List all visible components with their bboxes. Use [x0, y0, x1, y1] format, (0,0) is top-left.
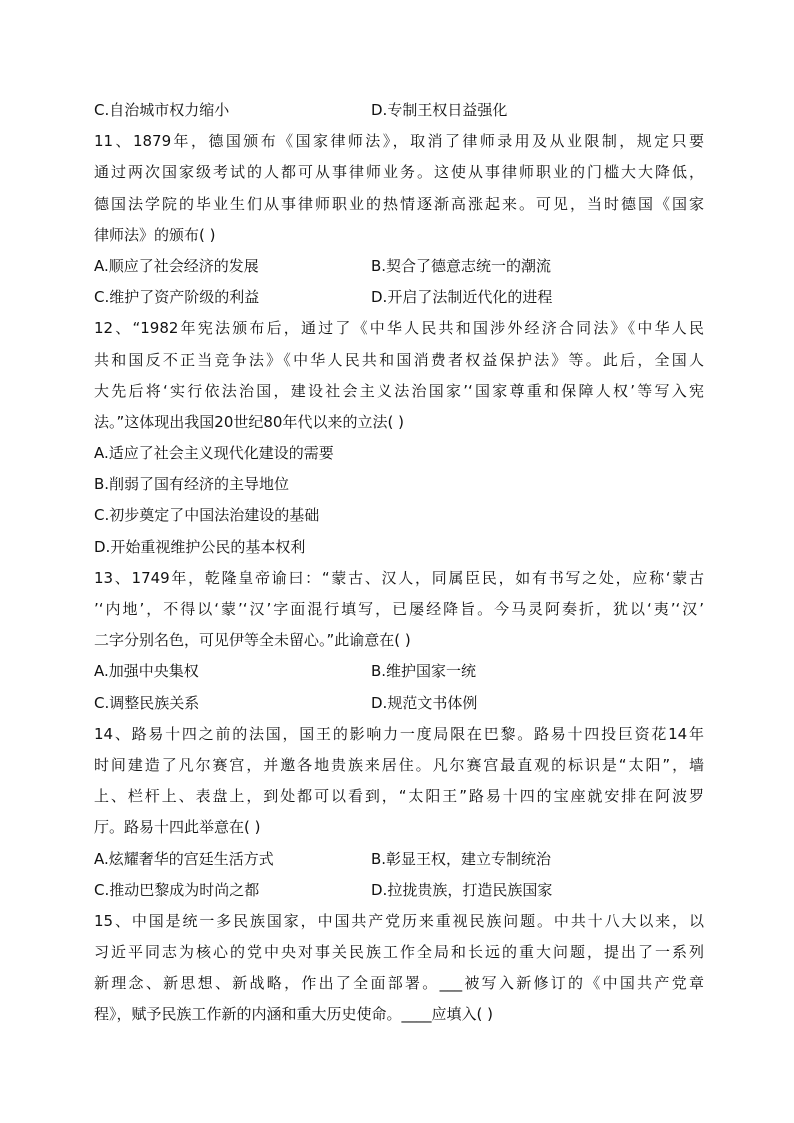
question-text-line: ’‘内地’，不得以‘蒙’‘汉’字面混行填写，已屡经降旨。今马灵阿奏折，犹以‘夷’‘汉’ — [94, 600, 704, 618]
option-text: C.自治城市权力缩小 — [94, 101, 230, 119]
question-text-line: 新理念、新思想、新战略，作出了全面部署。___被写入新修订的《中国共产党章 — [94, 974, 704, 993]
option-row — [94, 875, 704, 906]
question-text-line: 12、“1982年宪法颁布后，通过了《中华人民共和国涉外经济合同法》《中华人民 — [94, 319, 704, 338]
question-text-line: 德国法学院的毕业生们从事律师职业的热情逐渐高涨起来。可见，当时德国《国家 — [94, 194, 704, 213]
question-text-line: 二字分别名色，可见伊等全未留心。”此谕意在( ) — [94, 631, 411, 650]
option-text: B.削弱了国有经济的主导地位 — [94, 475, 290, 494]
option-text: A.顺应了社会经济的发展 — [94, 256, 259, 275]
question-text-line: 13、1749年，乾隆皇帝谕曰：“蒙古、汉人，同属臣民，如有书写之处，应称‘蒙古 — [94, 568, 704, 587]
option-text: D.规范文书体例 — [371, 693, 478, 712]
option-row — [94, 656, 704, 687]
question-text-line: 14、路易十四之前的法国，国王的影响力一度局限在巴黎。路易十四投巨资花14年 — [94, 724, 704, 743]
option-text: C.维护了资产阶级的利益 — [94, 288, 260, 307]
question-text-line: 大先后将‘实行依法治国，建设社会主义法治国家’‘国家尊重和保障人权’等写入宪 — [94, 381, 704, 400]
option-text: B.彰显王权，建立专制统治 — [371, 849, 552, 868]
option-row — [94, 688, 704, 719]
question-text-line: 上、栏杆上、表盘上，到处都可以看到，“太阳王”路易十四的宝座就安排在阿波罗 — [94, 787, 704, 806]
option-text: D.专制王权日益强化 — [371, 101, 508, 119]
question-text-line: 程》，赋予民族工作新的内涵和重大历史使命。____应填入( ) — [94, 1005, 493, 1024]
option-row — [94, 844, 704, 875]
question-text-line: 法。”这体现出我国20世纪80年代以来的立法( ) — [94, 412, 404, 431]
option-row — [94, 95, 704, 126]
question-text-line: 时间建造了凡尔赛宫，并邀各地贵族来居住。凡尔赛宫最直观的标识是“太阳”，墙 — [94, 755, 704, 774]
option-text: A.适应了社会主义现代化建设的需要 — [94, 444, 334, 463]
option-text: A.加强中央集权 — [94, 662, 199, 681]
question-text-line: 11、1879年，德国颁布《国家律师法》，取消了律师录用及从业限制，规定只要 — [94, 132, 704, 151]
question-text-line: 厅。路易十四此举意在( ) — [94, 818, 261, 837]
option-text: B.维护国家一统 — [371, 662, 477, 681]
question-text-line: 通过两次国家级考试的人都可从事律师业务。这使从事律师职业的门槛大大降低， — [94, 163, 704, 182]
option-text: A.炫耀奢华的宫廷生活方式 — [94, 849, 274, 868]
option-text: D.开启了法制近代化的进程 — [371, 288, 553, 307]
question-text-line: 15、中国是统一多民族国家，中国共产党历来重视民族问题。中共十八大以来，以 — [94, 911, 704, 930]
option-text: C.推动巴黎成为时尚之都 — [94, 880, 260, 899]
question-text-line: 习近平同志为核心的党中央对事关民族工作全局和长远的重大问题，提出了一系列 — [94, 943, 704, 962]
option-text: D.开始重视维护公民的基本权利 — [94, 537, 306, 556]
option-row — [94, 251, 704, 282]
option-text: C.调整民族关系 — [94, 693, 200, 712]
option-row — [94, 282, 704, 313]
option-text: B.契合了德意志统一的潮流 — [371, 256, 552, 275]
document-content — [94, 95, 704, 1031]
option-text: D.拉拢贵族，打造民族国家 — [371, 880, 553, 899]
question-text-line: 律师法》的颁布( ) — [94, 225, 216, 244]
option-text: C.初步奠定了中国法治建设的基础 — [94, 506, 320, 525]
question-text-line: 共和国反不正当竞争法》《中华人民共和国消费者权益保护法》等。此后，全国人 — [94, 350, 704, 369]
